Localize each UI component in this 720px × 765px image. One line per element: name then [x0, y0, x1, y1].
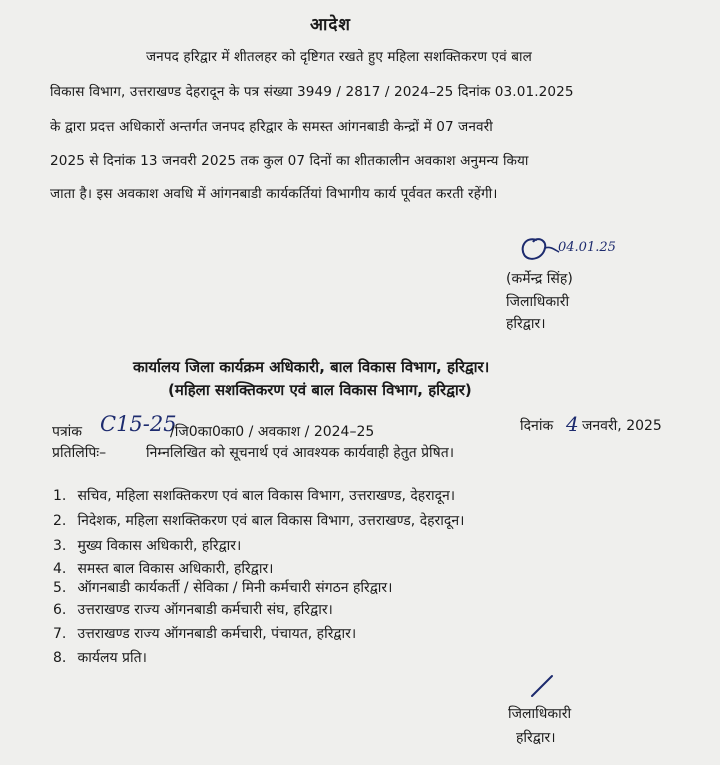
paragraph-line: 2025 से दिनांक 13 जनवरी 2025 तक कुल 07 दिनों का शीतकालीन अवकाश अनुमन्य किया: [50, 153, 529, 169]
list-text: निदेशक, महिला सशक्तिकरण एवं बाल विकास विभाग, उत्तराखण्ड, देहरादून।: [77, 513, 465, 529]
list-text: उत्तराखण्ड राज्य ऑगनबाडी कर्मचारी, पंचायत, हरिद्वार।: [77, 626, 357, 642]
handwritten-signature-2: [528, 672, 558, 700]
list-item: [53, 600, 333, 619]
list-item: [53, 624, 356, 643]
copy-label: प्रतिलिपिः–: [52, 445, 107, 461]
office-heading: कार्यालय जिला कार्यक्रम अधिकारी, बाल विकास विभाग, हरिद्वार।: [133, 358, 490, 376]
paragraph-line: के द्वारा प्रदत्त अधिकारों अन्तर्गत जनपद हरिद्वार के समस्त आंगनबाडी केन्द्रों में 07 जनवरी: [50, 119, 493, 135]
list-text: उत्तराखण्ड राज्य ऑगनबाडी कर्मचारी संघ, हरिद्वार।: [77, 602, 333, 618]
list-text: ऑगनबाडी कार्यकर्ती / सेविका / मिनी कर्मचारी संगठन हरिद्वार।: [77, 580, 393, 596]
list-number: 6.: [53, 602, 67, 618]
list-item: [53, 486, 455, 505]
list-number: 7.: [53, 626, 67, 642]
list-number: 1.: [53, 488, 67, 504]
list-text: समस्त बाल विकास अधिकारी, हरिद्वार।: [77, 561, 274, 577]
paragraph-line: जनपद हरिद्वार में शीतलहर को दृष्टिगत रखते हुए महिला सशक्तिकरण एवं बाल: [146, 49, 532, 65]
order-title: आदेश: [310, 15, 351, 35]
footer-place: हरिद्वार।: [516, 730, 556, 746]
list-item: [53, 511, 464, 530]
list-number: 5.: [53, 580, 67, 596]
patrank-number-handwritten: C15-25: [100, 412, 177, 436]
office-subheading: (महिला सशक्तिकरण एवं बाल विकास विभाग, हरिद्वार): [168, 381, 472, 399]
list-text: सचिव, महिला सशक्तिकरण एवं बाल विकास विभाग, उत्तराखण्ड, देहरादून।: [77, 488, 456, 504]
signatory-name: (कर्मेन्द्र सिंह): [506, 271, 573, 287]
patrank-label: पत्रांक: [52, 424, 83, 440]
signatory-place: हरिद्वार।: [506, 316, 546, 332]
footer-designation: जिलाधिकारी: [508, 706, 572, 722]
signature-date-handwritten: 04.01.25: [558, 240, 616, 255]
list-number: 8.: [53, 650, 67, 666]
list-item: [53, 536, 241, 555]
list-item: [53, 648, 147, 667]
patrank-reference: /जि0का0का0 / अवकाश / 2024–25: [170, 424, 375, 440]
copy-text: निम्नलिखित को सूचनार्थ एवं आवश्यक कार्यवाही हेतुत प्रेषित।: [146, 445, 455, 461]
list-number: 3.: [53, 538, 67, 554]
list-number: 2.: [53, 513, 67, 529]
list-text: कार्यलय प्रति।: [77, 650, 147, 666]
signatory-designation: जिलाधिकारी: [506, 294, 570, 310]
list-item: [53, 578, 392, 597]
date-month-year: जनवरी, 2025: [582, 418, 662, 434]
paragraph-line: जाता है। इस अवकाश अवधि में आंगनबाडी कार्यकर्तियां विभागीय कार्य पूर्ववत करती रहेंगी।: [50, 186, 498, 202]
list-number: 4.: [53, 561, 67, 577]
date-label: दिनांक: [520, 418, 554, 434]
date-day-handwritten: 4: [566, 412, 579, 436]
paragraph-line: विकास विभाग, उत्तराखण्ड देहरादून के पत्र संख्या 3949 / 2817 / 2024–25 दिनांक 03.01.2025: [50, 84, 574, 100]
list-text: मुख्य विकास अधिकारी, हरिद्वार।: [77, 538, 242, 554]
list-item: [53, 559, 274, 578]
